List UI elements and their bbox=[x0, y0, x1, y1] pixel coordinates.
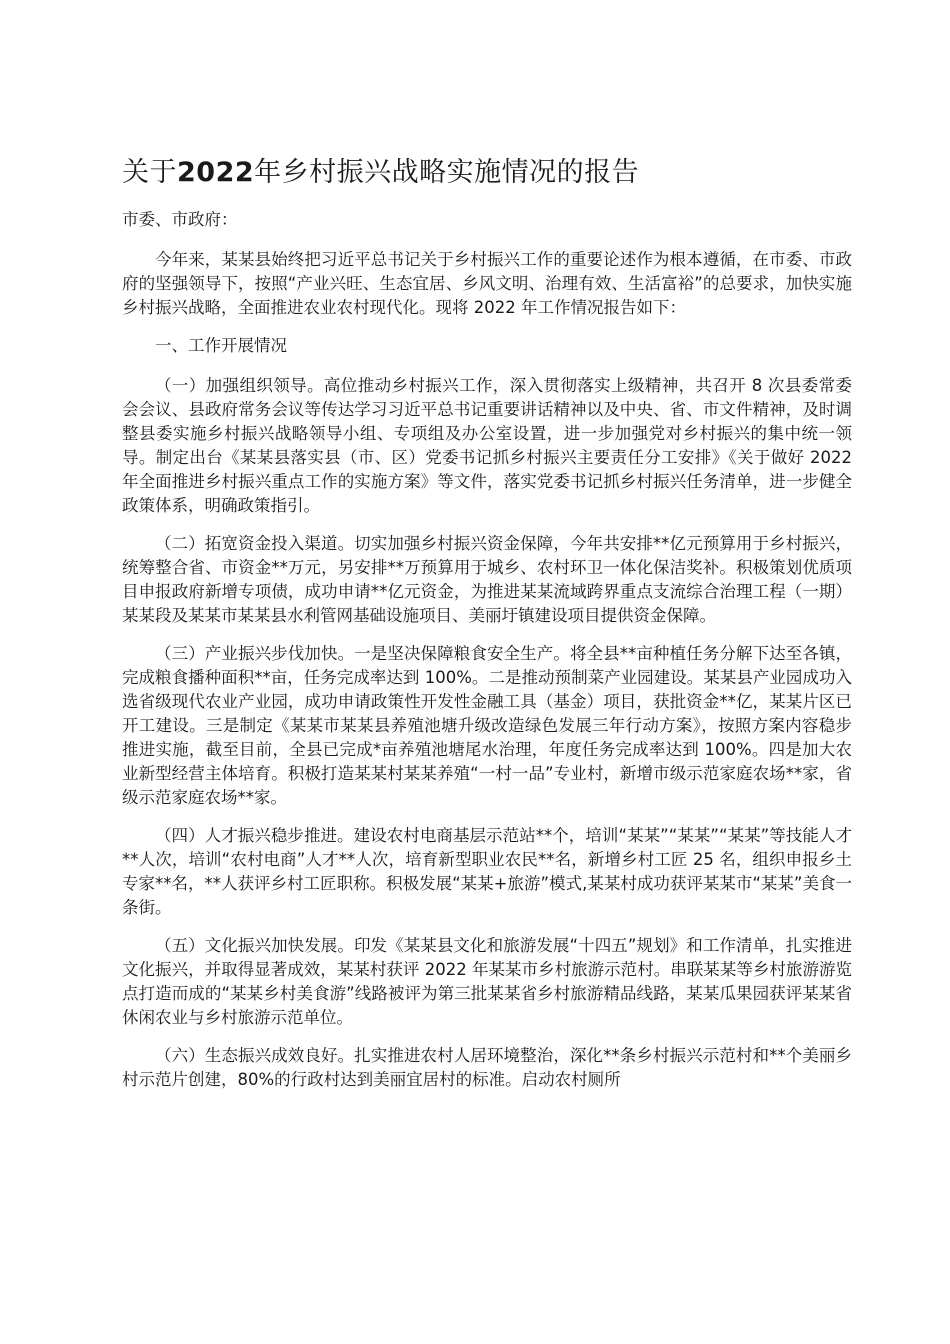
paragraph-culture-revitalization: （五）文化振兴加快发展。印发《某某县文化和旅游发展“十四五”规划》和工作清单，扎实推进文化振兴，并取得显著成效，某某村获评 2022 年某某市乡村旅游示范村。串联某某等乡村旅游游览点打造而成的“某某乡村美食游”线路被评为第三批某某省乡村旅游精品线路，某某瓜果园获评某某省休闲农业与乡村旅游示范单位。 bbox=[122, 936, 852, 1027]
page-title bbox=[122, 150, 852, 196]
paragraph-funding-channels: （二）拓宽资金投入渠道。切实加强乡村振兴资金保障，今年共安排**亿元预算用于乡村振兴，统筹整合省、市资金**万元，另安排**万预算用于城乡、农村环卫一体化保洁奖补。积极策划优质项目申报政府新增专项债，成功申请**亿元资金，为推进某某流域跨界重点支流综合治理工程（一期）某某段及某某市某某县水利管网基础设施项目、美丽圩镇建设项目提供资金保障。 bbox=[122, 534, 852, 625]
document-body bbox=[122, 150, 852, 1106]
section-heading-work-status: 一、工作开展情况 bbox=[155, 336, 287, 355]
paragraph-ecology-revitalization: （六）生态振兴成效良好。扎实推进农村人居环境整治，深化**条乡村振兴示范村和**个美丽乡村示范片创建，80%的行政村达到美丽宜居村的标准。启动农村厕所 bbox=[122, 1046, 853, 1089]
title-prefix: 关于 bbox=[122, 157, 177, 188]
intro-paragraph: 今年来，某某县始终把习近平总书记关于乡村振兴工作的重要论述作为根本遵循，在市委、市政府的坚强领导下，按照“产业兴旺、生态宜居、乡风文明、治理有效、生活富裕”的总要求，加快实施乡村振兴战略，全面推进农业农村现代化。现将 2022 年工作情况报告如下： bbox=[122, 250, 852, 317]
paragraph-organization-leadership: （一）加强组织领导。高位推动乡村振兴工作，深入贯彻落实上级精神，共召开 8 次县委常委会会议、县政府常务会议等传达学习习近平总书记重要讲话精神以及中央、省、市文件精神，及时调整县委实施乡村振兴战略领导小组、专项组及办公室设置，进一步加强党对乡村振兴的集中统一领导。制定出台《某某县落实县（市、区）党委书记抓乡村振兴主要责任分工安排》《关于做好 2022 年全面推进乡村振兴重点工作的实施方案》等文件，落实党委书记抓乡村振兴任务清单，进一步健全政策体系，明确政策指引。 bbox=[122, 376, 852, 515]
salutation: 市委、市政府： bbox=[122, 210, 238, 229]
paragraph-industry-revitalization: （三）产业振兴步伐加快。一是坚决保障粮食安全生产。将全县**亩种植任务分解下达至各镇，完成粮食播种面积**亩，任务完成率达到 100%。二是推动预制菜产业园建设。某某县产业园成功入选省级现代农业产业园，成功申请政策性开发性金融工具（基金）项目，获批资金**亿，某某片区已开工建设。三是制定《某某市某某县养殖池塘升级改造绿色发展三年行动方案》，按照方案内容稳步推进实施，截至目前，全县已完成*亩养殖池塘尾水治理，年度任务完成率达到 100%。四是加大农业新型经营主体培育。积极打造某某村某某养殖“一村一品”专业村，新增市级示范家庭农场**家，省级示范家庭农场**家。 bbox=[122, 644, 852, 807]
paragraph-talent-revitalization: （四）人才振兴稳步推进。建设农村电商基层示范站**个，培训“某某”“某某”“某某”等技能人才**人次，培训“农村电商”人才**人次，培育新型职业农民**名，新增乡村工匠 25 名，组织申报乡土专家**名，**人获评乡村工匠职称。积极发展“某某+旅游”模式,某某村成功获评某某市“某某”美食一条街。 bbox=[122, 826, 852, 917]
title-suffix: 年乡村振兴战略实施情况的报告 bbox=[254, 157, 640, 188]
title-year: 2022 bbox=[177, 157, 255, 188]
